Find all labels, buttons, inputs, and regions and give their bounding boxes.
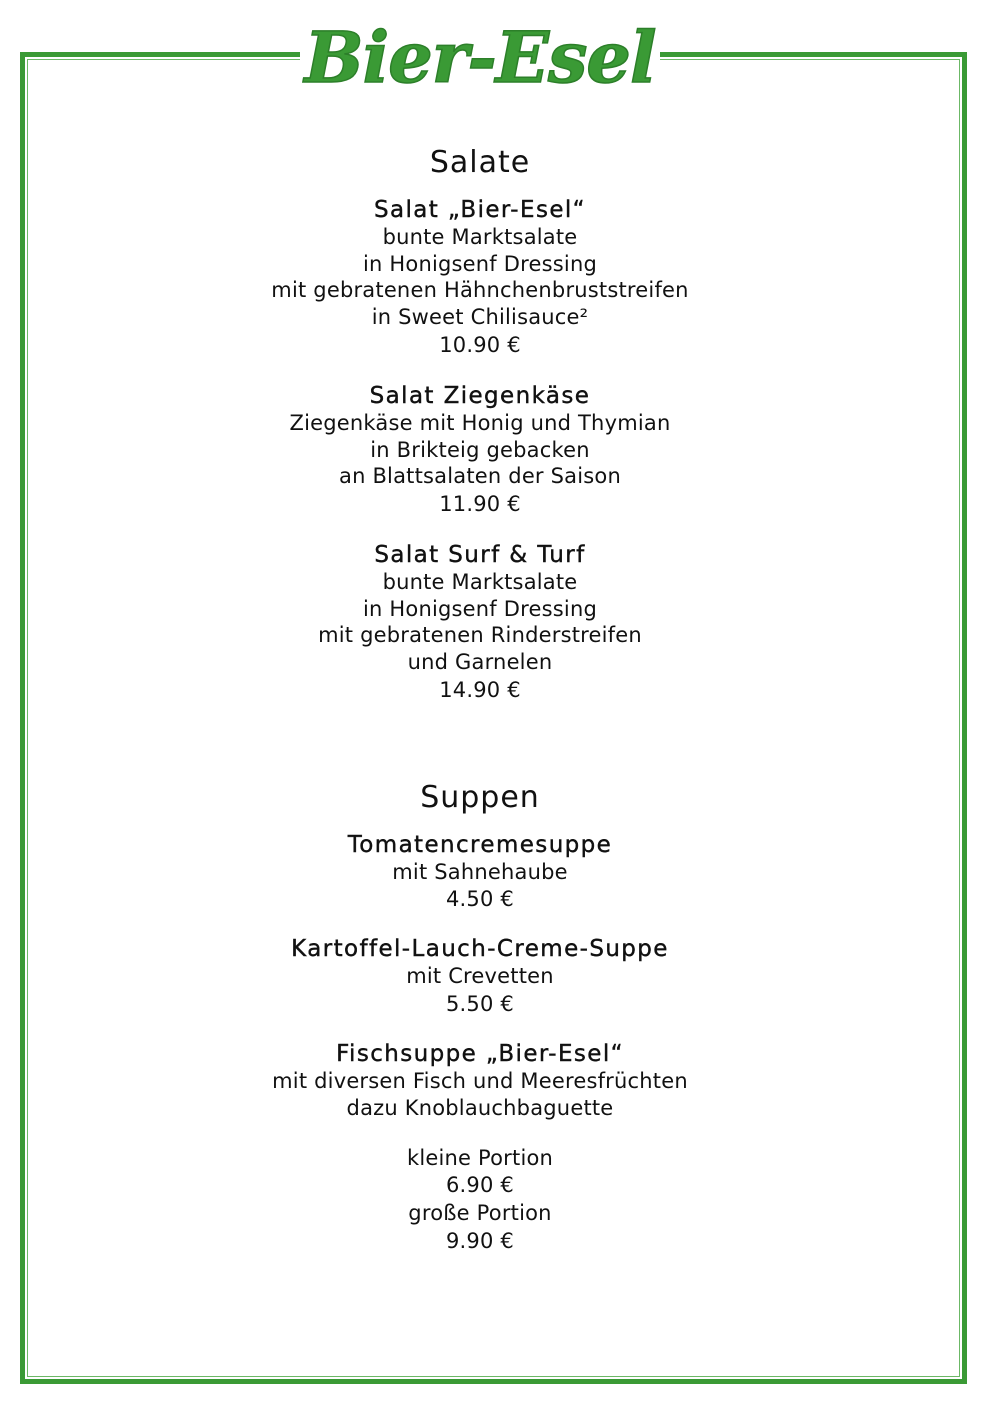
item-description: dazu Knoblauchbaguette (346, 1095, 614, 1120)
item-price: 6.90 € (446, 1173, 514, 1198)
item-price: 4.50 € (446, 887, 514, 912)
item-description: in Sweet Chilisauce² (371, 305, 589, 330)
item-price: 10.90 € (439, 332, 521, 357)
portion-label: große Portion (408, 1201, 552, 1226)
item-description: in Honigsenf Dressing (363, 251, 597, 276)
menu-item (140, 197, 820, 360)
item-price: 11.90 € (439, 491, 521, 516)
portion-label: kleine Portion (406, 1145, 554, 1170)
item-description: in Brikteig gebacken (370, 437, 590, 462)
menu-item (140, 383, 820, 519)
item-name: Salat Surf & Turf (374, 541, 586, 568)
item-description: mit Sahnehaube (392, 859, 568, 884)
section-title-salate: Salate (429, 145, 531, 180)
item-description: bunte Marktsalate (382, 225, 578, 249)
brand-logo-text: Bier-Esel (304, 16, 656, 99)
item-description: in Honigsenf Dressing (363, 596, 597, 621)
item-price: 14.90 € (439, 677, 521, 702)
menu-item (140, 1041, 820, 1256)
menu-content (140, 143, 820, 1256)
item-price: 9.90 € (446, 1228, 514, 1253)
item-name: Kartoffel-Lauch-Creme-Suppe (291, 936, 669, 963)
brand-logo (300, 4, 660, 104)
item-name: Salat Ziegenkäse (369, 382, 591, 409)
menu-item (140, 542, 820, 705)
item-name: Salat „Bier-Esel“ (374, 197, 586, 223)
section-title-suppen: Suppen (420, 779, 540, 815)
item-description: mit Crevetten (406, 964, 554, 989)
item-description: an Blattsalaten der Saison (339, 464, 621, 489)
menu-item (140, 936, 820, 1019)
item-description: mit diversen Fisch und Meeresfrüchten (272, 1069, 688, 1094)
item-description: bunte Marktsalate (382, 569, 578, 594)
item-name: Tomatencremesuppe (347, 831, 613, 858)
menu-item (140, 832, 820, 915)
item-description: mit gebratenen Hähnchenbruststreifen (271, 278, 689, 303)
item-description: Ziegenkäse mit Honig und Thymian (289, 410, 671, 435)
item-description: und Garnelen (407, 650, 553, 675)
item-description: mit gebratenen Rinderstreifen (318, 623, 642, 648)
item-price: 5.50 € (446, 992, 514, 1017)
item-name: Fischsuppe „Bier-Esel“ (336, 1041, 624, 1068)
